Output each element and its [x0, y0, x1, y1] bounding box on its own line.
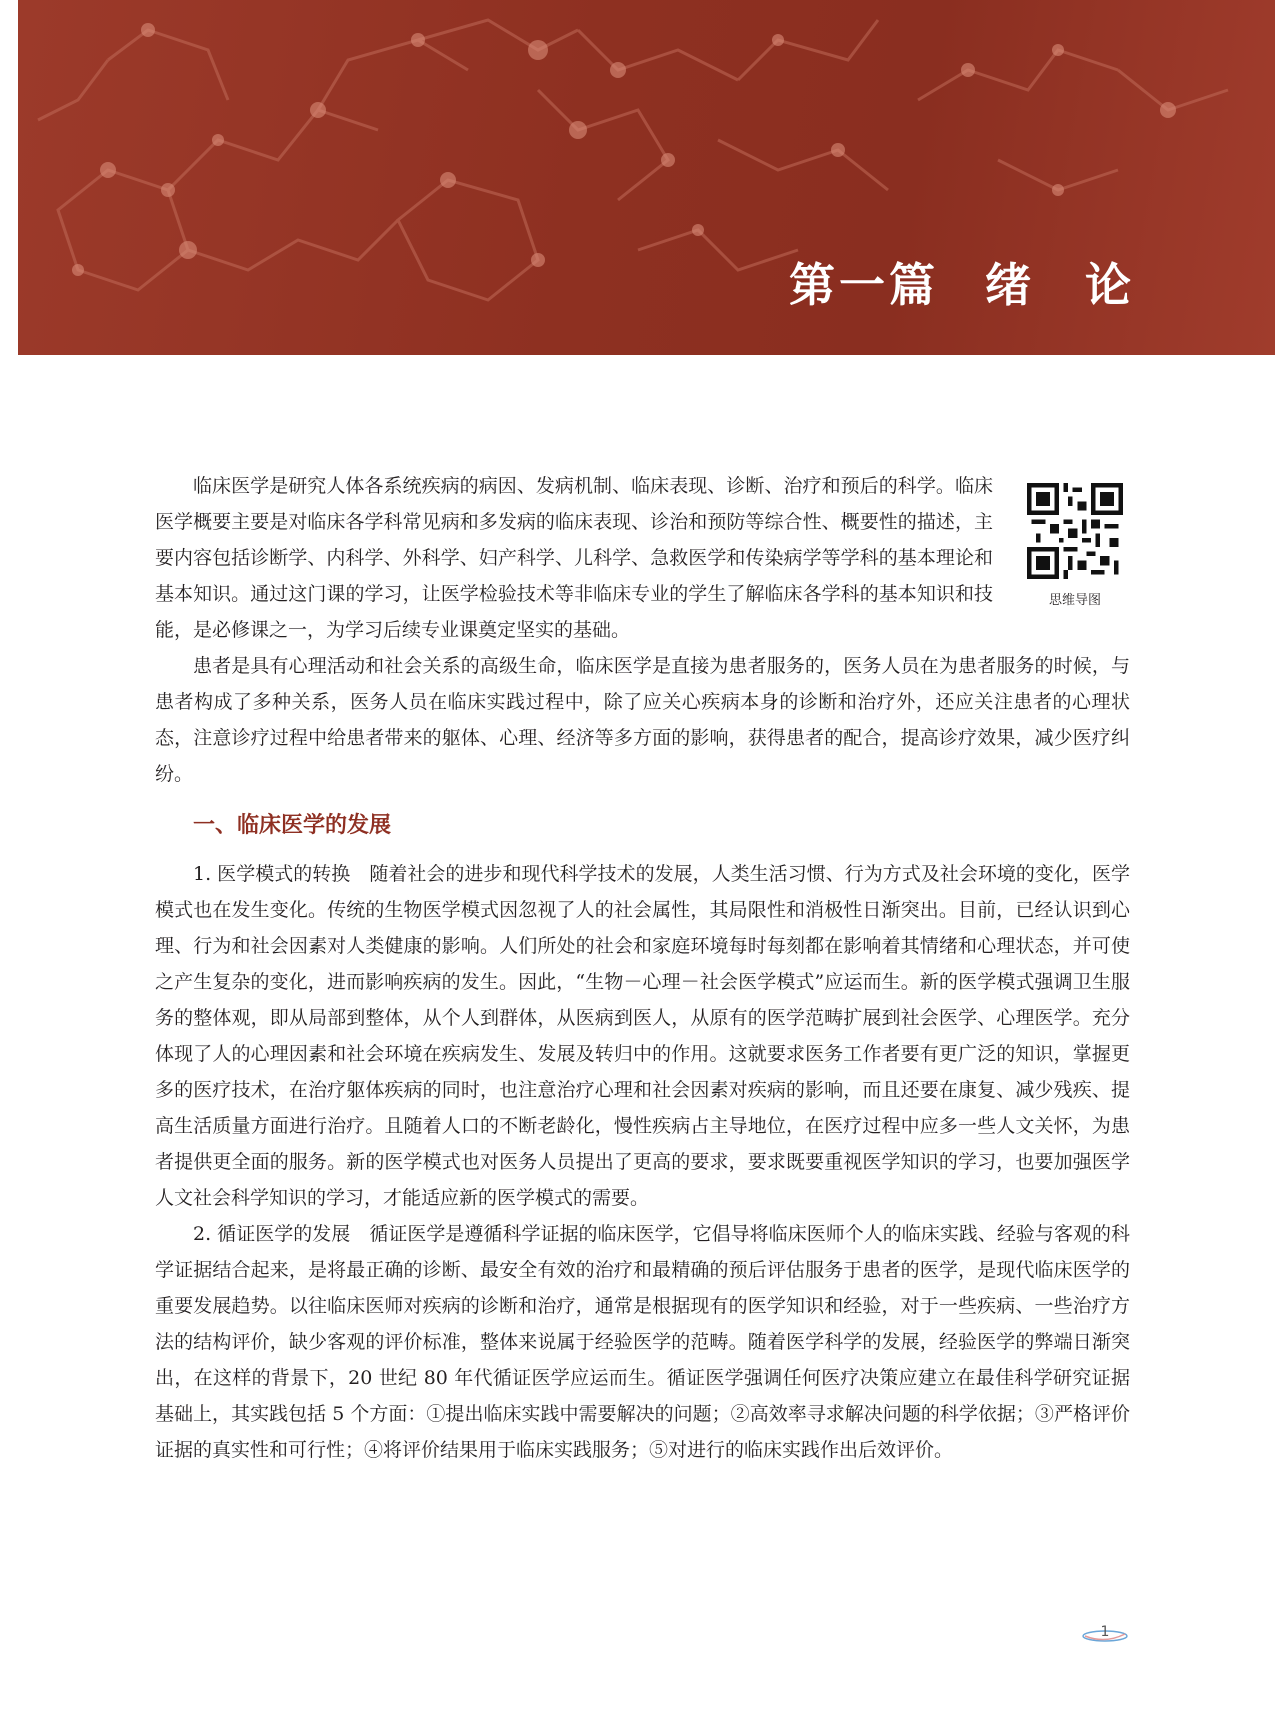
- chapter-banner: [18, 0, 1275, 355]
- section-paragraph-1: 1. 医学模式的转换 随着社会的进步和现代科学技术的发展，人类生活习惯、行为方式及社会环境的变化，医学模式也在发生变化。传统的生物医学模式因忽视了人的社会属性，其局限性和消极性日渐突出。目前，已经认识到心理、行为和社会因素对人类健康的影响。人们所处的社会和家庭环境每时每刻都在影响着其情绪和心理状态，并可使之产生复杂的变化，进而影响疾病的发生。因此，“生物－心理－社会医学模式”应运而生。新的医学模式强调卫生服务的整体观，即从局部到整体，从个人到群体，从医病到医人，从原有的医学范畴扩展到社会医学、心理医学。充分体现了人的心理因素和社会环境在疾病发生、发展及转归中的作用。这就要求医务工作者要有更广泛的知识，掌握更多的医疗技术，在治疗躯体疾病的同时，也注意治疗心理和社会因素对疾病的影响，而且还要在康复、减少残疾、提高生活质量方面进行治疗。且随着人口的不断老龄化，慢性疾病占主导地位，在医疗过程中应多一些人文关怀，为患者提供更全面的服务。新的医学模式也对医务人员提出了更高的要求，要求既要重视医学知识的学习，也要加强医学人文社会科学知识的学习，才能适应新的医学模式的需要。: [155, 863, 1130, 1209]
- section-heading: 一、临床医学的发展: [193, 813, 392, 838]
- page-number: [1080, 1622, 1130, 1646]
- main-content: [155, 468, 1130, 1468]
- page-number-text: 1: [1100, 1624, 1110, 1640]
- intro-paragraph-2: 患者是具有心理活动和社会关系的高级生命，临床医学是直接为患者服务的，医务人员在为患者服务的时候，与患者构成了多种关系，医务人员在临床实践过程中，除了应关心疾病本身的诊断和治疗外，还应关注患者的心理状态，注意诊疗过程中给患者带来的躯体、心理、经济等多方面的影响，获得患者的配合，提高诊疗效果，减少医疗纠纷。: [155, 655, 1130, 785]
- intro-paragraph-1: 临床医学是研究人体各系统疾病的病因、发病机制、临床表现、诊断、治疗和预后的科学。临床医学概要主要是对临床各学科常见病和多发病的临床表现、诊治和预防等综合性、概要性的描述，主要内容包括诊断学、内科学、外科学、妇产科学、儿科学、急救医学和传染病学等学科的基本理论和基本知识。通过这门课的学习，让医学检验技术等非临床专业的学生了解临床各学科的基本知识和技能，是必修课之一，为学习后续专业课奠定坚实的基础。: [155, 475, 993, 641]
- qr-caption: 思维导图: [1048, 593, 1101, 608]
- chapter-name: 绪 论: [985, 258, 1135, 312]
- section-paragraph-2: 2. 循证医学的发展 循证医学是遵循科学证据的临床医学，它倡导将临床医师个人的临床实践、经验与客观的科学证据结合起来，是将最正确的诊断、最安全有效的治疗和最精确的预后评估服务于患者的医学，是现代临床医学的重要发展趋势。以往临床医师对疾病的诊断和治疗，通常是根据现有的医学知识和经验，对于一些疾病、一些治疗方法的结构评价，缺少客观的评价标准，整体来说属于经验医学的范畴。随着医学科学的发展，经验医学的弊端日渐突出，在这样的背景下，20 世纪 80 年代循证医学应运而生。循证医学强调任何医疗决策应建立在最佳科学研究证据基础上，其实践包括 5 个方面：①提出临床实践中需要解决的问题；②高效率寻求解决问题的科学依据；③严格评价证据的真实性和可行性；④将评价结果用于临床实践服务；⑤对进行的临床实践作出后效评价。: [155, 1223, 1130, 1461]
- chapter-title: [789, 258, 1135, 312]
- chapter-number: 第一篇: [789, 258, 939, 312]
